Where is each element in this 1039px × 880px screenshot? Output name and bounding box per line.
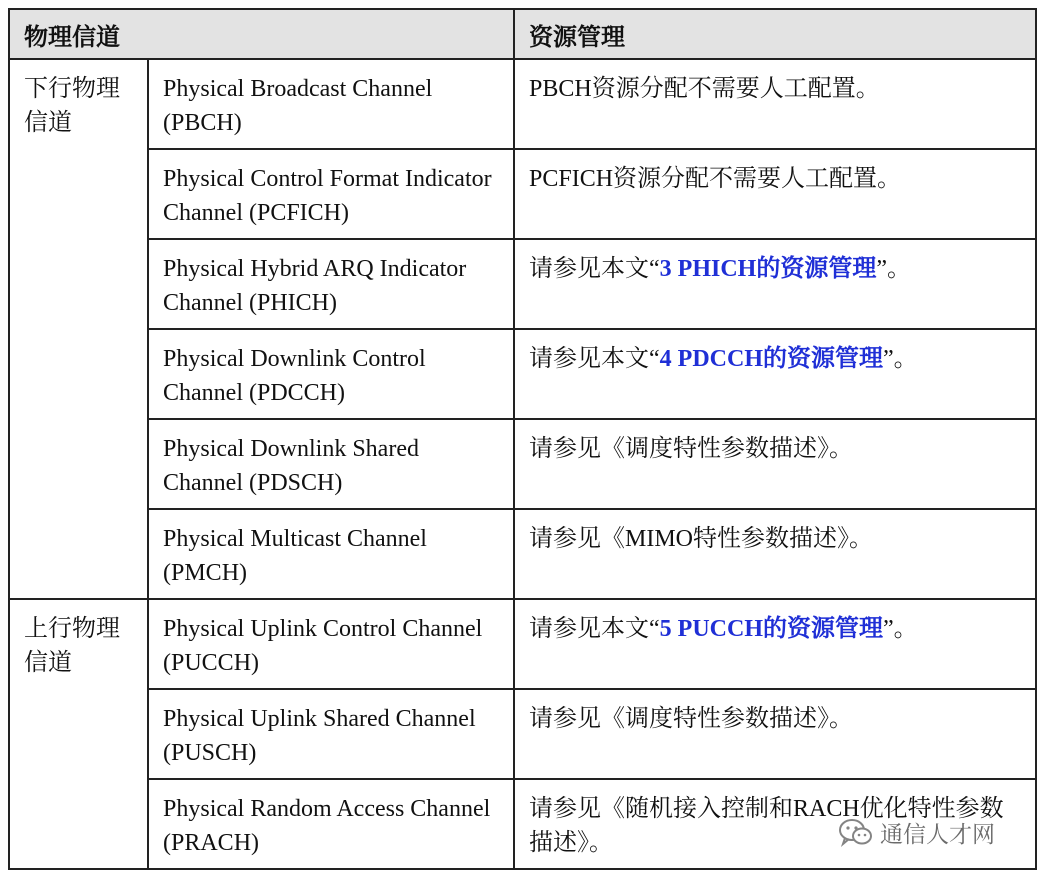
wechat-icon [838,818,874,848]
resource-cell [514,149,1036,239]
table-row [9,509,1036,599]
resource-text: 请参见《调度特性参数描述》。 [529,436,853,462]
table-body [9,59,1036,869]
channel-name-cell: Physical Uplink Control Channel (PUCCH) [148,599,514,689]
resource-text: PBCH资源分配不需要人工配置。 [529,76,880,102]
table-row [9,239,1036,329]
header-row [9,9,1036,59]
channel-name-cell: Physical Control Format Indicator Channel (PCFICH) [148,149,514,239]
resource-cell [514,689,1036,779]
table-row [9,599,1036,689]
resource-text: 请参见《调度特性参数描述》。 [529,706,853,732]
resource-cell [514,59,1036,149]
section-link[interactable]: 4 PDCCH的资源管理 [659,346,883,372]
table-row [9,59,1036,149]
resource-cell [514,599,1036,689]
resource-text-suffix: ”。 [882,346,918,372]
section-link[interactable]: 5 PUCCH的资源管理 [659,616,883,642]
resource-text: 请参见《随机接入控制和RACH优化特性参数描述》。 [529,796,1004,856]
channel-name-cell: Physical Hybrid ARQ Indicator Channel (PHICH) [148,239,514,329]
channel-group-label: 上行物理信道 [9,599,148,869]
resource-cell [514,509,1036,599]
resource-cell [514,419,1036,509]
resource-text: 请参见《MIMO特性参数描述》。 [529,526,874,552]
header-resource-management: 资源管理 [514,9,1036,59]
channel-name-cell: Physical Multicast Channel (PMCH) [148,509,514,599]
table-row [9,329,1036,419]
table-row [9,689,1036,779]
resource-cell [514,239,1036,329]
channel-name-cell: Physical Downlink Control Channel (PDCCH) [148,329,514,419]
resource-cell [514,329,1036,419]
resource-text-suffix: ”。 [876,256,911,282]
resource-text-suffix: ”。 [882,616,918,642]
resource-text: 请参见本文“ [529,346,660,372]
watermark-text: 通信人才网 [880,822,995,848]
table-row [9,149,1036,239]
resource-text: 请参见本文“ [529,616,660,642]
channel-name-cell: Physical Broadcast Channel (PBCH) [148,59,514,149]
channel-name-cell: Physical Random Access Channel (PRACH) [148,779,514,869]
channel-name-cell: Physical Downlink Shared Channel (PDSCH) [148,419,514,509]
watermark [838,816,995,849]
resource-text: PCFICH资源分配不需要人工配置。 [529,166,902,192]
resource-text: 请参见本文“ [529,256,660,282]
section-link[interactable]: 3 PHICH的资源管理 [659,256,877,282]
header-physical-channel: 物理信道 [9,9,514,59]
table-row [9,419,1036,509]
resource-table [8,8,1037,870]
channel-name-cell: Physical Uplink Shared Channel (PUSCH) [148,689,514,779]
channel-group-label: 下行物理信道 [9,59,148,599]
